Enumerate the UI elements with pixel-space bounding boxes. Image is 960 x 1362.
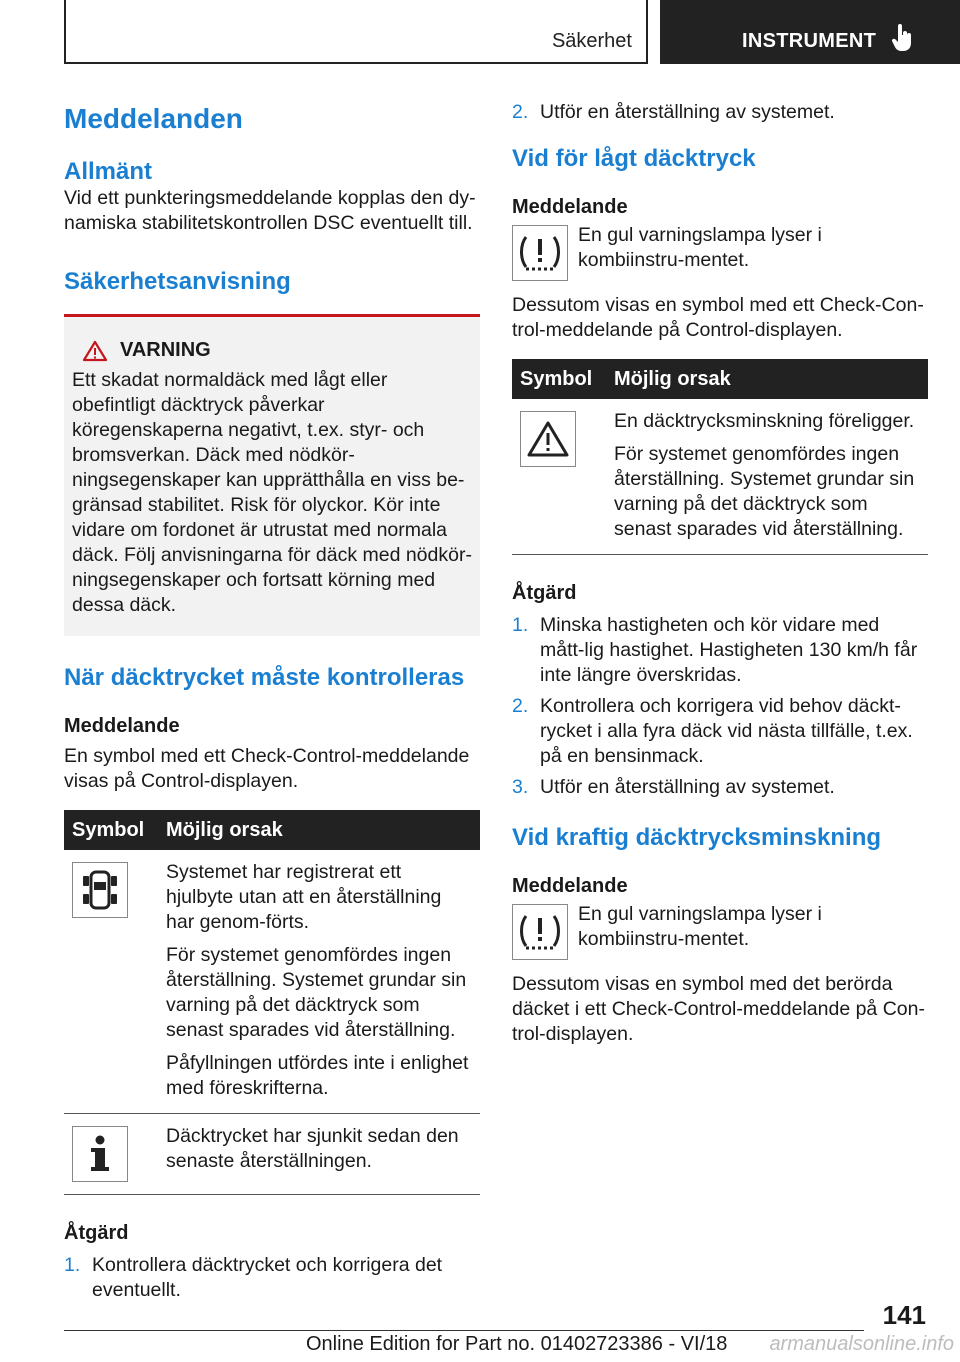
list-number: 3. xyxy=(512,776,529,798)
warning-triangle-icon xyxy=(520,411,576,467)
tyre-pressure-icon xyxy=(512,225,568,281)
list-text: Minska hastigheten och kör vidare med mått-lig hastighet. Hastigheten 130 km/h får inte längre överskridas. xyxy=(540,614,918,686)
table-header-cause: Möjlig orsak xyxy=(606,359,928,399)
action-label: Åtgärd xyxy=(64,1222,129,1244)
symbol-table xyxy=(64,810,480,1195)
car-tyres-icon xyxy=(72,862,128,918)
table-header-cause: Möjlig orsak xyxy=(158,810,480,850)
severe-heading: Vid kraftig däcktrycksminskning xyxy=(512,824,882,851)
cause-text: Påfyllningen utfördes inte i enlighet med föreskrifterna. xyxy=(166,1052,469,1099)
cause-text: Systemet har registrerat ett hjulbyte utan att en återställning har genom-förts. xyxy=(166,861,442,933)
list-text: Kontrollera och korrigera vid behov däckt-rycket i alla fyra däck vid nästa tillfälle, t.ex. på en bensinmack. xyxy=(540,695,913,767)
watermark: armanualsonline.info xyxy=(769,1333,954,1355)
table-row xyxy=(64,1114,480,1195)
continued-action-list xyxy=(512,100,928,125)
cause-text: En däcktrycksminskning föreligger. xyxy=(614,410,915,432)
general-text: Vid ett punkteringsmeddelande kopplas den dy-namiska stabilitetskontrollen DSC eventuellt till. xyxy=(64,187,476,234)
severe-message-row xyxy=(512,902,928,960)
safety-heading: Säkerhetsanvisning xyxy=(64,268,291,295)
list-text: Utför en återställning av systemet. xyxy=(540,101,835,123)
symbol-table xyxy=(512,359,928,555)
warning-title: VARNING xyxy=(120,339,211,361)
cause-text: För systemet genomfördes ingen återställning. Systemet grundar sin varning på det däcktryck som senast sparades vid återställning. xyxy=(166,944,467,1041)
info-icon xyxy=(72,1126,128,1182)
severe-extra-text: Dessutom visas en symbol med det berörda däcket i ett Check-Control-meddelande på Con-trol-displayen. xyxy=(512,973,925,1045)
low-extra-text: Dessutom visas en symbol med ett Check-Con-trol-meddelande på Control-displayen. xyxy=(512,294,924,341)
header-chapter-label: INSTRUMENT xyxy=(742,30,877,52)
severe-message-text: En gul varningslampa lyser i kombiinstru-mentet. xyxy=(578,903,822,950)
action-label: Åtgärd xyxy=(512,582,577,604)
warning-text: Ett skadat normaldäck med lågt eller obefintligt däcktryck påverkar köregenskaperna negativt, t.ex. styr- och bromsverkan. Däck med nödkör-ningsegenskaper kan upprätthålla en viss be-gränsad stabilitet. Risk för olyckor. Kör inte vidare om fordonet är utrustat med normala däck. Följ anvisningarna för däck med nödkör-ningsegenskaper och fortsatt körning med dessa däck. xyxy=(72,369,472,616)
table-row xyxy=(64,850,480,1114)
footer-divider xyxy=(64,1330,864,1331)
hand-pointer-icon xyxy=(892,24,914,52)
edition-text: Online Edition for Part no. 01402723386 - VI/18 xyxy=(306,1333,728,1355)
table-header-symbol: Symbol xyxy=(512,359,606,399)
cause-text: För systemet genomfördes ingen återställning. Systemet grundar sin varning på det däcktryck som senast sparades vid återställning. xyxy=(614,443,915,540)
list-number: 2. xyxy=(512,695,529,717)
header-chapter-tab xyxy=(660,0,960,64)
page-number: 141 xyxy=(882,1300,926,1330)
general-heading: Allmänt xyxy=(64,158,153,185)
low-message-text: En gul varningslampa lyser i kombiinstru-mentet. xyxy=(578,224,822,271)
table-header-symbol: Symbol xyxy=(64,810,158,850)
left-column xyxy=(64,100,480,1309)
list-item xyxy=(512,100,928,125)
message-text: En symbol med ett Check-Control-meddelande visas på Control-displayen. xyxy=(64,745,470,792)
list-number: 1. xyxy=(64,1254,81,1276)
check-heading: När däcktrycket måste kontrolleras xyxy=(64,664,465,691)
list-item xyxy=(512,775,928,800)
list-text: Kontrollera däcktrycket och korrigera det eventuellt. xyxy=(92,1254,443,1301)
table-row xyxy=(512,399,928,555)
header-section-label: Säkerhet xyxy=(551,30,632,52)
list-item xyxy=(64,1253,480,1303)
tyre-pressure-icon xyxy=(512,904,568,960)
list-number: 2. xyxy=(512,101,529,123)
warning-box xyxy=(64,314,480,636)
low-message-row xyxy=(512,223,928,281)
warning-title-row xyxy=(82,339,472,362)
cause-text: Däcktrycket har sjunkit sedan den senaste återställningen. xyxy=(166,1125,459,1172)
warning-triangle-icon xyxy=(82,340,108,362)
low-message-label: Meddelande xyxy=(512,196,628,218)
action-list xyxy=(64,1253,480,1303)
list-text: Utför en återställning av systemet. xyxy=(540,776,835,798)
action-list xyxy=(512,613,928,800)
severe-message-label: Meddelande xyxy=(512,875,628,897)
header-section-tab xyxy=(64,0,648,64)
low-pressure-heading: Vid för lågt däcktryck xyxy=(512,145,756,172)
list-item xyxy=(512,694,928,769)
right-column xyxy=(512,100,928,1047)
message-label: Meddelande xyxy=(64,715,180,737)
list-item xyxy=(512,613,928,688)
list-number: 1. xyxy=(512,614,529,636)
page-title: Meddelanden xyxy=(64,103,243,134)
